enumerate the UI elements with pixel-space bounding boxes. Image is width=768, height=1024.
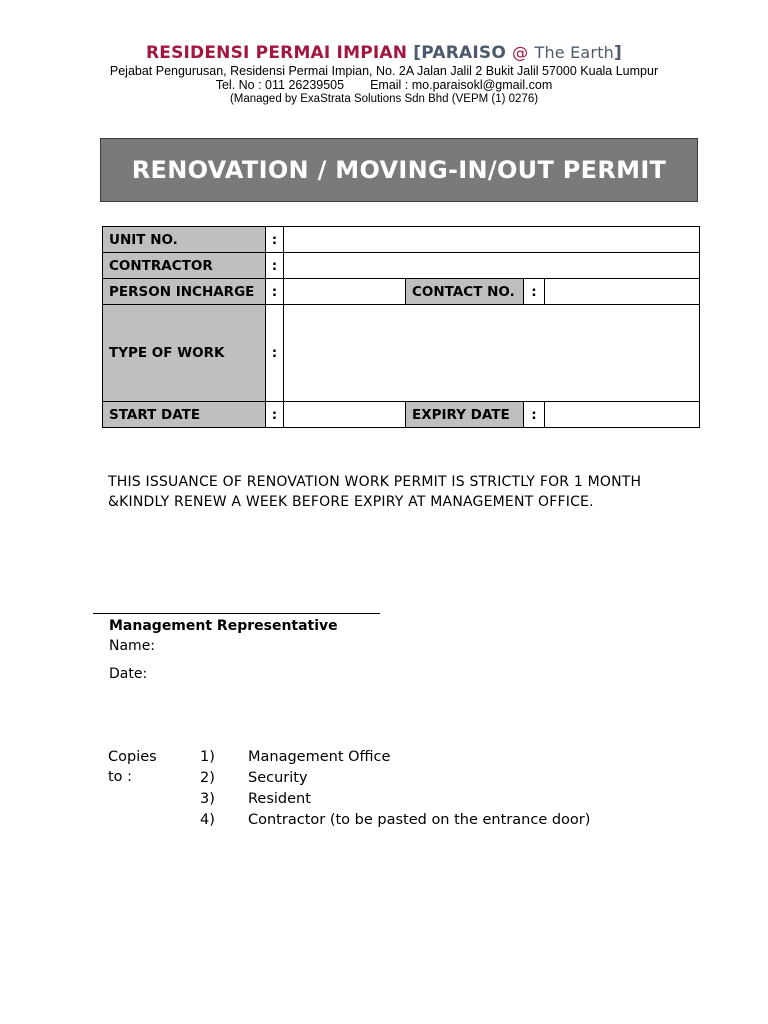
list-number: 2) (200, 770, 215, 786)
signature-block (109, 617, 338, 684)
signature-line (93, 613, 380, 614)
date-label: Date: (109, 666, 148, 682)
person-incharge-label: PERSON INCHARGE (103, 279, 266, 305)
row-unit-no (103, 227, 700, 253)
place-name: The Earth (534, 43, 615, 62)
colon: : (266, 253, 284, 279)
colon: : (266, 279, 284, 305)
permit-notice (108, 472, 698, 512)
colon: : (266, 402, 284, 428)
contact-no-field[interactable] (545, 279, 700, 305)
row-person-incharge (103, 279, 700, 305)
list-number: 1) (200, 749, 215, 765)
list-number: 3) (200, 791, 215, 807)
permit-title-banner (100, 138, 698, 202)
colon: : (266, 227, 284, 253)
email: Email : mo.paraisokl@gmail.com (370, 78, 553, 92)
residence-name: RESIDENSI PERMAI IMPIAN (145, 43, 408, 63)
unit-no-label: UNIT NO. (103, 227, 266, 253)
start-date-field[interactable] (284, 402, 406, 428)
contractor-field[interactable] (284, 253, 700, 279)
row-contractor (103, 253, 700, 279)
row-type-of-work (103, 305, 700, 402)
name-label: Name: (109, 638, 156, 654)
colon: : (266, 305, 284, 402)
list-number: 4) (200, 812, 215, 828)
permit-form-table (102, 226, 700, 428)
bracket-open: [ (413, 43, 422, 63)
list-text: Security (248, 770, 308, 786)
brand-name: PARAISO (421, 43, 507, 63)
contact-no-label: CONTACT NO. (406, 279, 524, 305)
person-incharge-field[interactable] (284, 279, 406, 305)
contractor-label: CONTRACTOR (103, 253, 266, 279)
expiry-date-field[interactable] (545, 402, 700, 428)
expiry-date-label: EXPIRY DATE (406, 402, 524, 428)
list-text: Contractor (to be pasted on the entrance door) (248, 812, 591, 828)
list-text: Resident (248, 791, 311, 807)
representative-role: Management Representative (109, 618, 338, 634)
office-address: Pejabat Pengurusan, Residensi Permai Impian, No. 2A Jalan Jalil 2 Bukit Jalil 57000 Kuala Lumpur (109, 64, 659, 78)
copies-lead: Copies to : (108, 749, 157, 785)
notice-line-1: THIS ISSUANCE OF RENOVATION WORK PERMIT IS STRICTLY FOR 1 MONTH (108, 474, 642, 490)
letterhead (0, 42, 768, 106)
start-date-label: START DATE (103, 402, 266, 428)
bracket-close: ] (614, 43, 623, 63)
colon: : (524, 279, 545, 305)
row-dates (103, 402, 700, 428)
list-text: Management Office (248, 749, 391, 765)
letterhead-title (0, 42, 768, 64)
type-of-work-label: TYPE OF WORK (103, 305, 266, 402)
colon: : (524, 402, 545, 428)
type-of-work-field[interactable] (284, 305, 700, 402)
unit-no-field[interactable] (284, 227, 700, 253)
managed-by: (Managed by ExaStrata Solutions Sdn Bhd (VEPM (1) 0276) (229, 93, 539, 105)
at-sign: @ (512, 43, 529, 62)
contact-line (0, 78, 768, 92)
notice-line-2: &KINDLY RENEW A WEEK BEFORE EXPIRY AT MANAGEMENT OFFICE. (108, 494, 594, 510)
permit-title: RENOVATION / MOVING-IN/OUT PERMIT (131, 156, 667, 184)
telephone: Tel. No : 011 26239505 (215, 78, 345, 92)
